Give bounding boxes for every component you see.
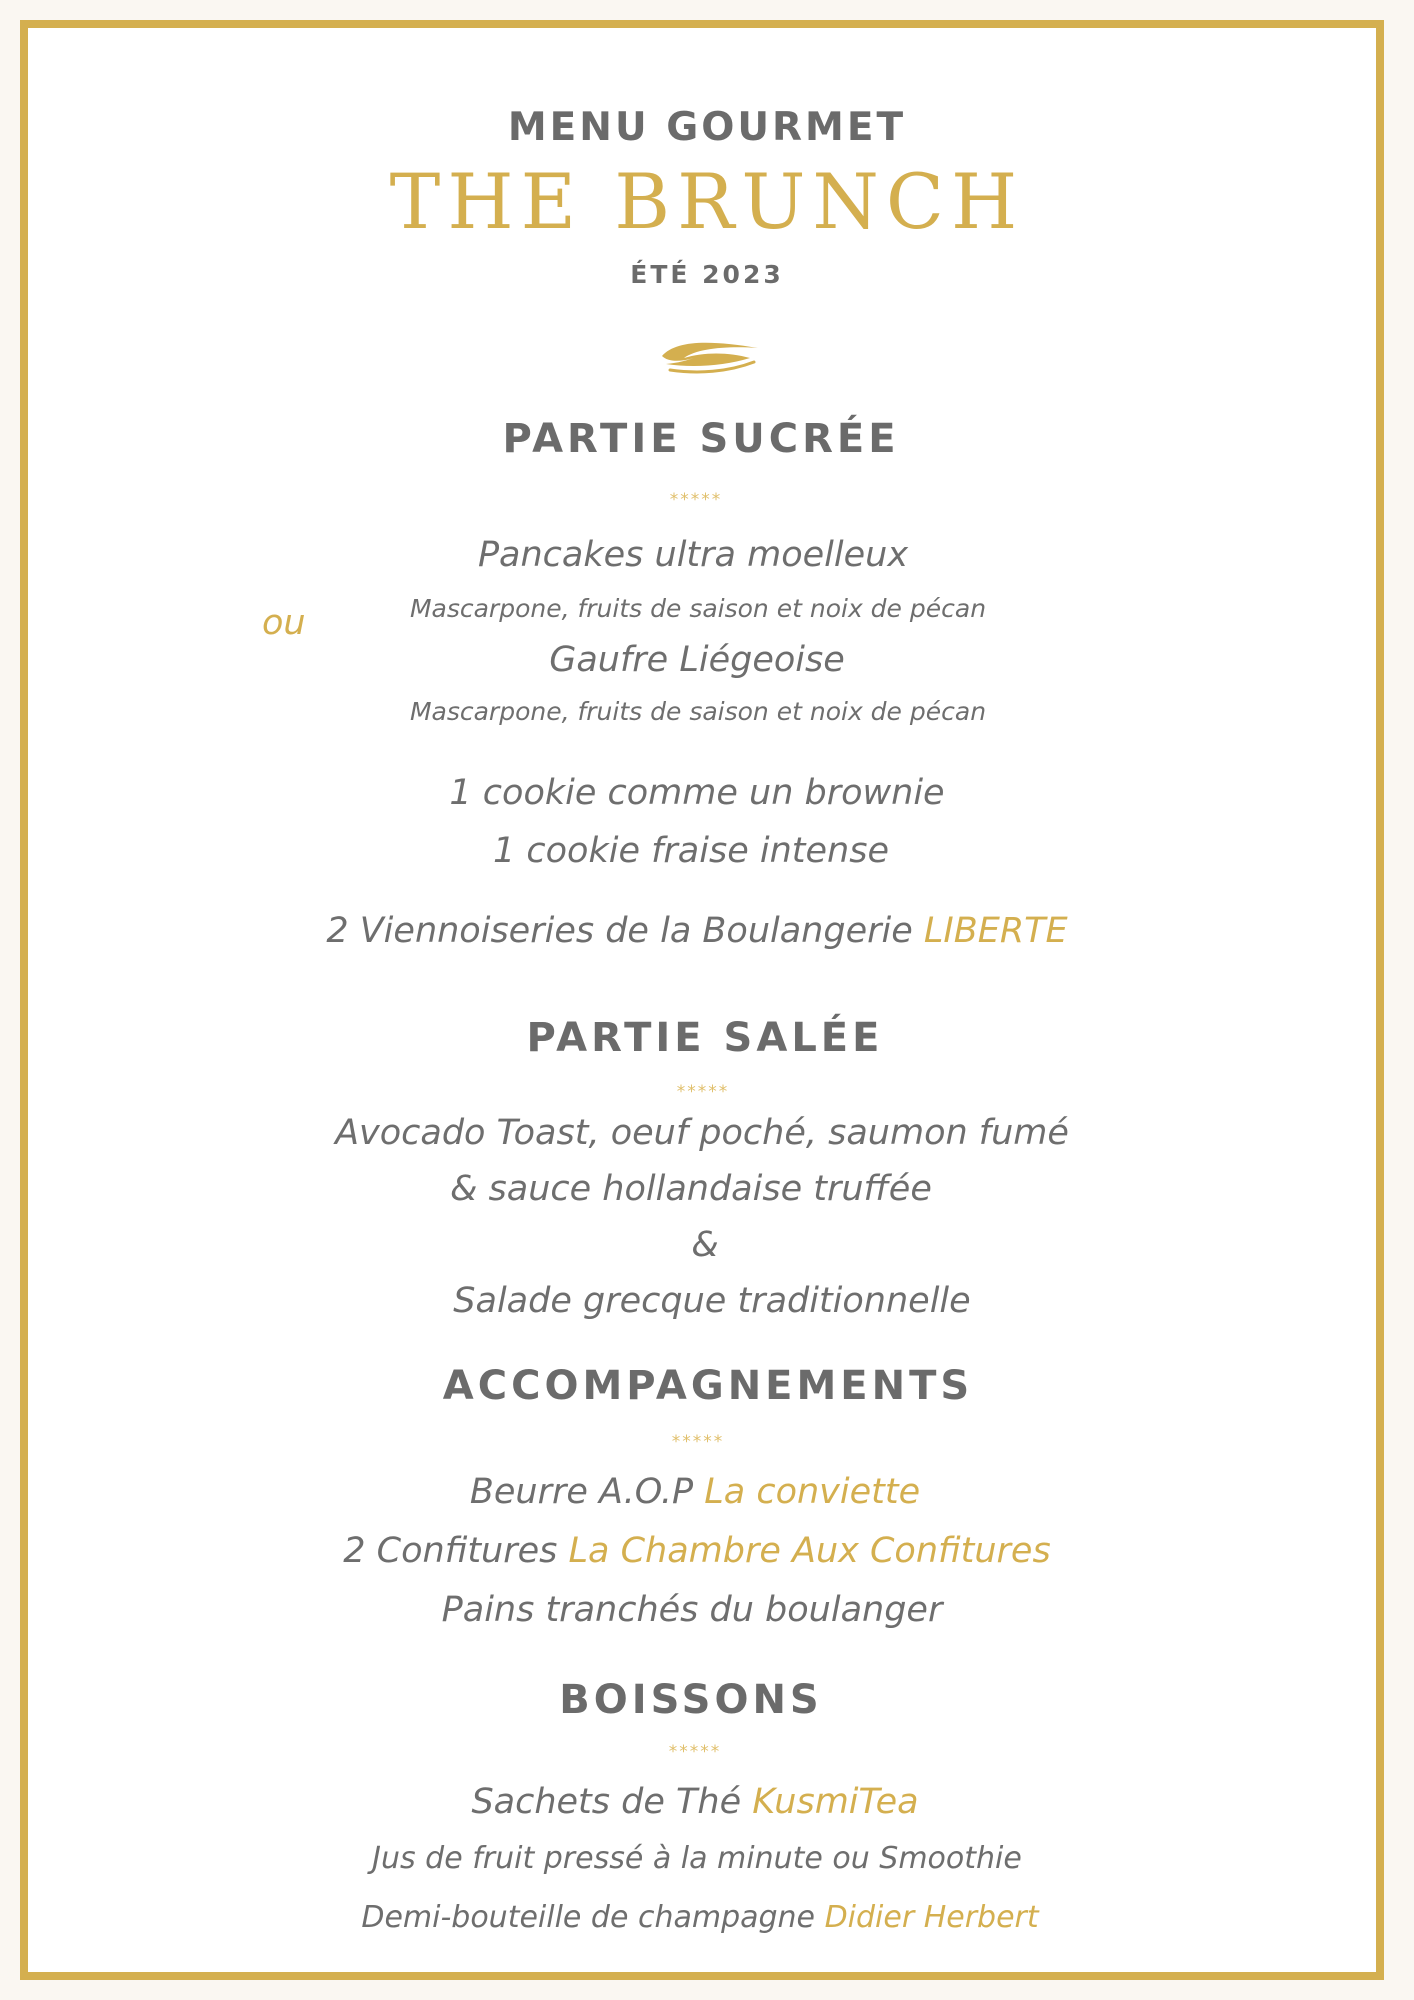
dish-gaufre: Gaufre Liégeoise — [549, 640, 845, 680]
item-jus: Jus de fruit pressé à la minute ou Smoothie — [372, 1841, 1022, 1876]
section-title-sucree: PARTIE SUCRÉE — [502, 416, 900, 462]
choice-word: ou — [262, 603, 306, 643]
section-stars-accompagnements: ***** — [671, 1432, 725, 1452]
the-text: Sachets de Thé — [471, 1782, 742, 1822]
the-brand: KusmiTea — [752, 1782, 919, 1822]
beurre-brand: La conviette — [704, 1472, 921, 1512]
menu-season: ÉTÉ 2023 — [630, 260, 784, 289]
menu-kicker: MENU GOURMET — [507, 105, 907, 150]
menu-title: THE BRUNCH — [389, 157, 1025, 246]
viennoiseries-text: 2 Viennoiseries de la Boulangerie — [326, 911, 913, 951]
dish-viennoiseries — [0, 911, 1404, 951]
dish-pancakes-desc: Mascarpone, fruits de saison et noix de pécan — [409, 594, 987, 623]
viennoiseries-brand: LIBERTE — [923, 911, 1068, 951]
confitures-brand: La Chambre Aux Confitures — [568, 1531, 1051, 1571]
beurre-text: Beurre A.O.P — [469, 1472, 694, 1512]
item-the — [0, 1782, 1402, 1822]
confitures-text: 2 Confitures — [343, 1531, 558, 1571]
section-title-accompagnements: ACCOMPAGNEMENTS — [442, 1363, 974, 1409]
dish-hollandaise: & sauce hollandaise truffée — [450, 1169, 932, 1209]
item-pains: Pains tranchés du boulanger — [441, 1590, 943, 1630]
section-stars-salee: ***** — [676, 1082, 730, 1102]
section-title-salee: PARTIE SALÉE — [526, 1015, 884, 1061]
section-stars-sucree: ***** — [669, 490, 723, 510]
section-stars-boissons: ***** — [668, 1742, 722, 1762]
section-title-boissons: BOISSONS — [559, 1677, 823, 1723]
item-beurre — [0, 1472, 1402, 1512]
dish-salade-grecque: Salade grecque traditionnelle — [453, 1281, 971, 1321]
dish-cookie-fraise: 1 cookie fraise intense — [492, 831, 889, 871]
item-champagne — [0, 1900, 1407, 1935]
flourish-icon — [658, 336, 762, 376]
dish-avocado-toast: Avocado Toast, oeuf poché, saumon fumé — [335, 1113, 1069, 1153]
item-confitures — [0, 1531, 1404, 1571]
champagne-text: Demi-bouteille de champagne — [361, 1900, 816, 1935]
dish-cookie-brownie: 1 cookie comme un brownie — [449, 773, 945, 813]
dish-ampersand: & — [691, 1225, 719, 1265]
champagne-brand: Didier Herbert — [824, 1900, 1039, 1935]
dish-pancakes: Pancakes ultra moelleux — [477, 535, 909, 575]
dish-gaufre-desc: Mascarpone, fruits de saison et noix de pécan — [409, 697, 987, 726]
